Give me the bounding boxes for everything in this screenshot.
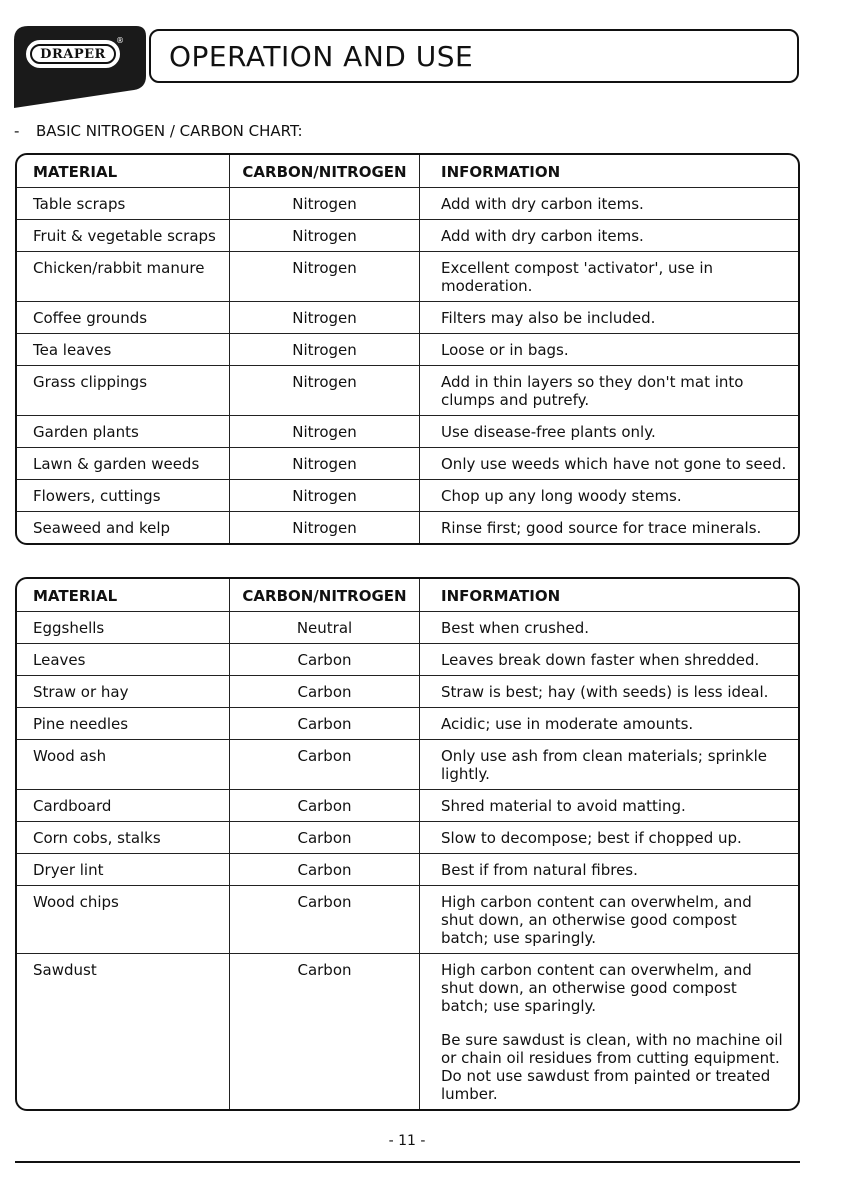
material-cell: Table scraps: [17, 188, 230, 219]
information-cell: [420, 220, 798, 251]
information-cell: [420, 612, 798, 643]
table-row: [17, 219, 798, 251]
type-cell: Carbon: [230, 886, 420, 953]
information-text: Add with dry carbon items.: [441, 195, 644, 213]
type-cell: Carbon: [230, 708, 420, 739]
section-title-text: BASIC NITROGEN / CARBON CHART:: [36, 122, 303, 140]
nitrogen-table: [15, 153, 800, 545]
material-cell: Garden plants: [17, 416, 230, 447]
type-cell: Carbon: [230, 676, 420, 707]
draper-logo: [26, 40, 120, 68]
information-text: Leaves break down faster when shredded.: [441, 651, 760, 669]
table-row: [17, 885, 798, 953]
information-cell: [420, 676, 798, 707]
table-row: [17, 479, 798, 511]
table-row: [17, 675, 798, 707]
table-row: [17, 821, 798, 853]
material-cell: Coffee grounds: [17, 302, 230, 333]
header-carbon-nitrogen: CARBON/NITROGEN: [230, 155, 420, 187]
information-text: Add with dry carbon items.: [441, 227, 644, 245]
information-cell: [420, 302, 798, 333]
information-cell: [420, 480, 798, 511]
information-text: Slow to decompose; best if chopped up.: [441, 829, 742, 847]
material-cell: Dryer lint: [17, 854, 230, 885]
material-cell: Cardboard: [17, 790, 230, 821]
information-cell: [420, 188, 798, 219]
table-row: [17, 187, 798, 219]
information-cell: [420, 366, 798, 415]
type-cell: Carbon: [230, 790, 420, 821]
type-cell: Carbon: [230, 954, 420, 1109]
information-cell: [420, 644, 798, 675]
information-text: Filters may also be included.: [441, 309, 656, 327]
information-text: Straw is best; hay (with seeds) is less ideal.: [441, 683, 769, 701]
type-cell: Nitrogen: [230, 366, 420, 415]
section-title: [14, 122, 303, 140]
information-cell: [420, 512, 798, 543]
table-row: [17, 953, 798, 1109]
type-cell: Carbon: [230, 644, 420, 675]
table-row: [17, 365, 798, 415]
table-row: [17, 853, 798, 885]
information-cell: [420, 790, 798, 821]
information-cell: [420, 334, 798, 365]
type-cell: Carbon: [230, 822, 420, 853]
information-cell: [420, 954, 798, 1109]
header-information: INFORMATION: [441, 163, 561, 181]
table-header-row: [17, 579, 798, 611]
type-cell: Carbon: [230, 740, 420, 789]
footer-rule: [15, 1161, 800, 1163]
title-box: [149, 29, 799, 83]
table-row: [17, 739, 798, 789]
information-text: Shred material to avoid matting.: [441, 797, 686, 815]
type-cell: Nitrogen: [230, 448, 420, 479]
material-cell: Seaweed and kelp: [17, 512, 230, 543]
material-cell: Eggshells: [17, 612, 230, 643]
page-title: OPERATION AND USE: [169, 40, 474, 73]
header-material: MATERIAL: [17, 155, 230, 187]
material-cell: Sawdust: [17, 954, 230, 1109]
material-cell: Lawn & garden weeds: [17, 448, 230, 479]
table-row: [17, 301, 798, 333]
information-cell: [420, 416, 798, 447]
header-carbon-nitrogen: CARBON/NITROGEN: [230, 579, 420, 611]
information-text: Rinse first; good source for trace minerals.: [441, 519, 762, 537]
information-text: Best when crushed.: [441, 619, 590, 637]
information-text: Acidic; use in moderate amounts.: [441, 715, 694, 733]
information-cell: [420, 740, 798, 789]
material-cell: Fruit & vegetable scraps: [17, 220, 230, 251]
information-cell: [420, 448, 798, 479]
material-cell: Tea leaves: [17, 334, 230, 365]
information-text: High carbon content can overwhelm, and shut down, an otherwise good compost batch; use sparingly.: [441, 961, 752, 1015]
material-cell: Wood ash: [17, 740, 230, 789]
information-extra-text: Be sure sawdust is clean, with no machine oil or chain oil residues from cutting equipment. Do not use sawdust from painted or treated lumber.: [441, 1031, 783, 1103]
material-cell: Corn cobs, stalks: [17, 822, 230, 853]
table-row: [17, 707, 798, 739]
material-cell: Wood chips: [17, 886, 230, 953]
table-row: [17, 643, 798, 675]
header-information: INFORMATION: [441, 587, 561, 605]
type-cell: Nitrogen: [230, 480, 420, 511]
information-cell: [420, 708, 798, 739]
information-text: Add in thin layers so they don't mat into clumps and putrefy.: [441, 373, 744, 409]
table-row: [17, 511, 798, 543]
type-cell: Nitrogen: [230, 252, 420, 301]
table-row: [17, 611, 798, 643]
material-cell: Pine needles: [17, 708, 230, 739]
table-row: [17, 251, 798, 301]
information-text: High carbon content can overwhelm, and shut down, an otherwise good compost batch; use sparingly.: [441, 893, 752, 947]
type-cell: Nitrogen: [230, 188, 420, 219]
type-cell: Nitrogen: [230, 416, 420, 447]
carbon-table: [15, 577, 800, 1111]
type-cell: Nitrogen: [230, 334, 420, 365]
information-text: Loose or in bags.: [441, 341, 569, 359]
type-cell: Nitrogen: [230, 512, 420, 543]
type-cell: Carbon: [230, 854, 420, 885]
material-cell: Chicken/rabbit manure: [17, 252, 230, 301]
table-row: [17, 789, 798, 821]
material-cell: Flowers, cuttings: [17, 480, 230, 511]
table-row: [17, 333, 798, 365]
information-text: Chop up any long woody stems.: [441, 487, 682, 505]
information-text: Best if from natural fibres.: [441, 861, 638, 879]
information-text: Use disease-free plants only.: [441, 423, 656, 441]
brand-name: DRAPER: [30, 44, 116, 64]
registered-mark: ®: [116, 36, 124, 45]
type-cell: Nitrogen: [230, 302, 420, 333]
material-cell: Leaves: [17, 644, 230, 675]
material-cell: Grass clippings: [17, 366, 230, 415]
table-row: [17, 447, 798, 479]
information-text: Only use weeds which have not gone to seed.: [441, 455, 787, 473]
section-dash: -: [14, 122, 20, 140]
type-cell: Neutral: [230, 612, 420, 643]
header-material: MATERIAL: [17, 579, 230, 611]
material-cell: Straw or hay: [17, 676, 230, 707]
information-cell: [420, 822, 798, 853]
information-cell: [420, 252, 798, 301]
page-number: - 11 -: [388, 1133, 426, 1149]
information-text: Excellent compost 'activator', use in moderation.: [441, 259, 714, 295]
information-cell: [420, 854, 798, 885]
type-cell: Nitrogen: [230, 220, 420, 251]
information-text: Only use ash from clean materials; sprinkle lightly.: [441, 747, 768, 783]
table-row: [17, 415, 798, 447]
information-cell: [420, 886, 798, 953]
table-header-row: [17, 155, 798, 187]
